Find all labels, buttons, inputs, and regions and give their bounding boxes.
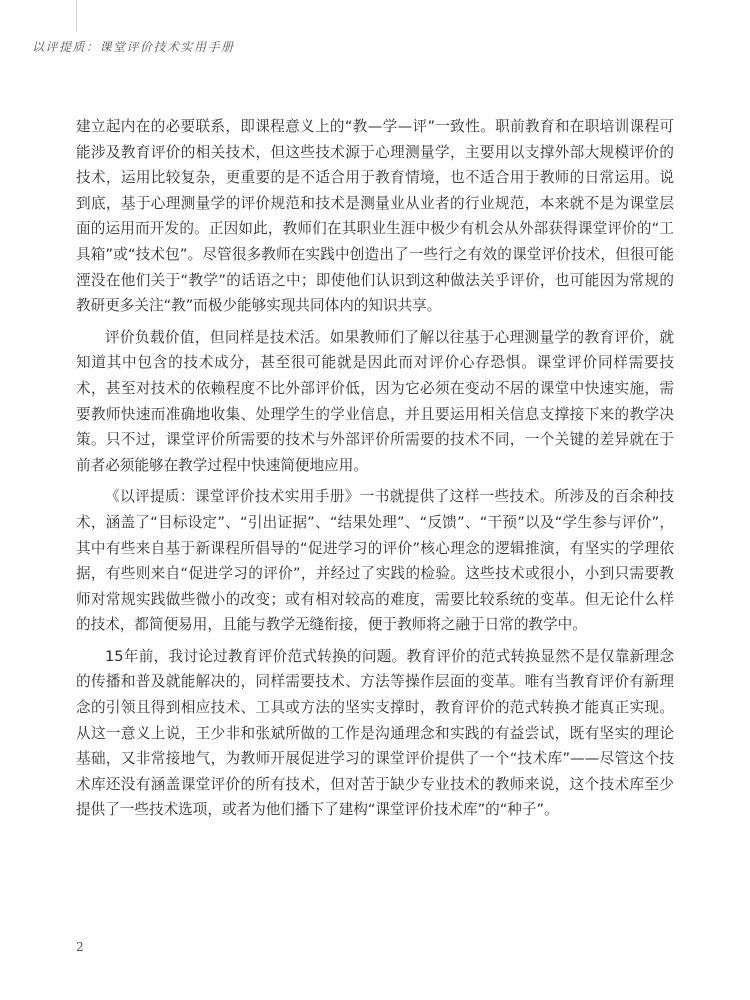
body-text bbox=[76, 114, 674, 829]
page-number: 2 bbox=[76, 940, 84, 954]
paragraph: 15年前，我讨论过教育评价范式转换的问题。教育评价的范式转换显然不是仅靠新理念的传播和普及就能解决的，同样需要技术、方法等操作层面的变革。唯有当教育评价有新理念的引领且得到相应技术、工具或方法的坚实支撑时，教育评价的范式转换才能真正实现。从这一意义上说，王少非和张斌所做的工作是沟通理念和实践的有益尝试，既有坚实的理论基础，又非常接地气，为教师开展促进学习的课堂评价提供了一个“技术库”——尽管这个技术库还没有涵盖课堂评价的所有技术，但对苦于缺少专业技术的教师来说，这个技术库至少提供了一些技术选项，或者为他们播下了建构“课堂评价技术库”的“种子”。 bbox=[76, 647, 674, 819]
header-divider bbox=[76, 0, 77, 32]
paragraph: 评价负载价值，但同样是技术活。如果教师们了解以往基于心理测量学的教育评价，就知道其中包含的技术成分，甚至很可能就是因此而对评价心存恐惧。课堂评价同样需要技术，甚至对技术的依赖程度不比外部评价低，因为它必须在变动不居的课堂中快速实施，需要教师快速而准确地收集、处理学生的学业信息，并且要运用相关信息支撑接下来的教学决策。只不过，课堂评价所需要的技术与外部评价所需要的技术不同，一个关键的差异就在于前者必须能够在教学过程中快速简便地应用。 bbox=[76, 328, 674, 474]
running-header: 以评提质：课堂评价技术实用手册 bbox=[32, 40, 235, 54]
paragraph: 《以评提质：课堂评价技术实用手册》一书就提供了这样一些技术。所涉及的百余种技术，涵盖了“目标设定”、“引出证据”、“结果处理”、“反馈”、“干预”以及“学生参与评价”，其中有些来自基于新课程所倡导的“促进学习的评价”核心理念的逻辑推演，有坚实的学理依据，有些则来自“促进学习的评价”，并经过了实践的检验。这些技术或很小，小到只需要教师对常规实践做些微小的改变；或有相对较高的难度，需要比较系统的变革。但无论什么样的技术，都简便易用，且能与教学无缝衔接，便于教师将之融于日常的教学中。 bbox=[76, 488, 674, 634]
paragraph-continued: 建立起内在的必要联系，即课程意义上的“教—学—评”一致性。职前教育和在职培训课程可能涉及教育评价的相关技术，但这些技术源于心理测量学，主要用以支撑外部大规模评价的技术，运用比较复杂，更重要的是不适合用于教育情境，也不适合用于教师的日常运用。说到底，基于心理测量学的评价规范和技术是测量业从业者的行业规范，本来就不是为课堂层面的运用而开发的。正因如此，教师们在其职业生涯中极少有机会从外部获得课堂评价的“工具箱”或“技术包”。尽管很多教师在实践中创造出了一些行之有效的课堂评价技术，但很可能湮没在他们关于“教学”的话语之中；即使他们认识到这种做法关乎评价，也可能因为常规的教研更多关注“教”而极少能够实现共同体内的知识共享。 bbox=[76, 118, 674, 315]
